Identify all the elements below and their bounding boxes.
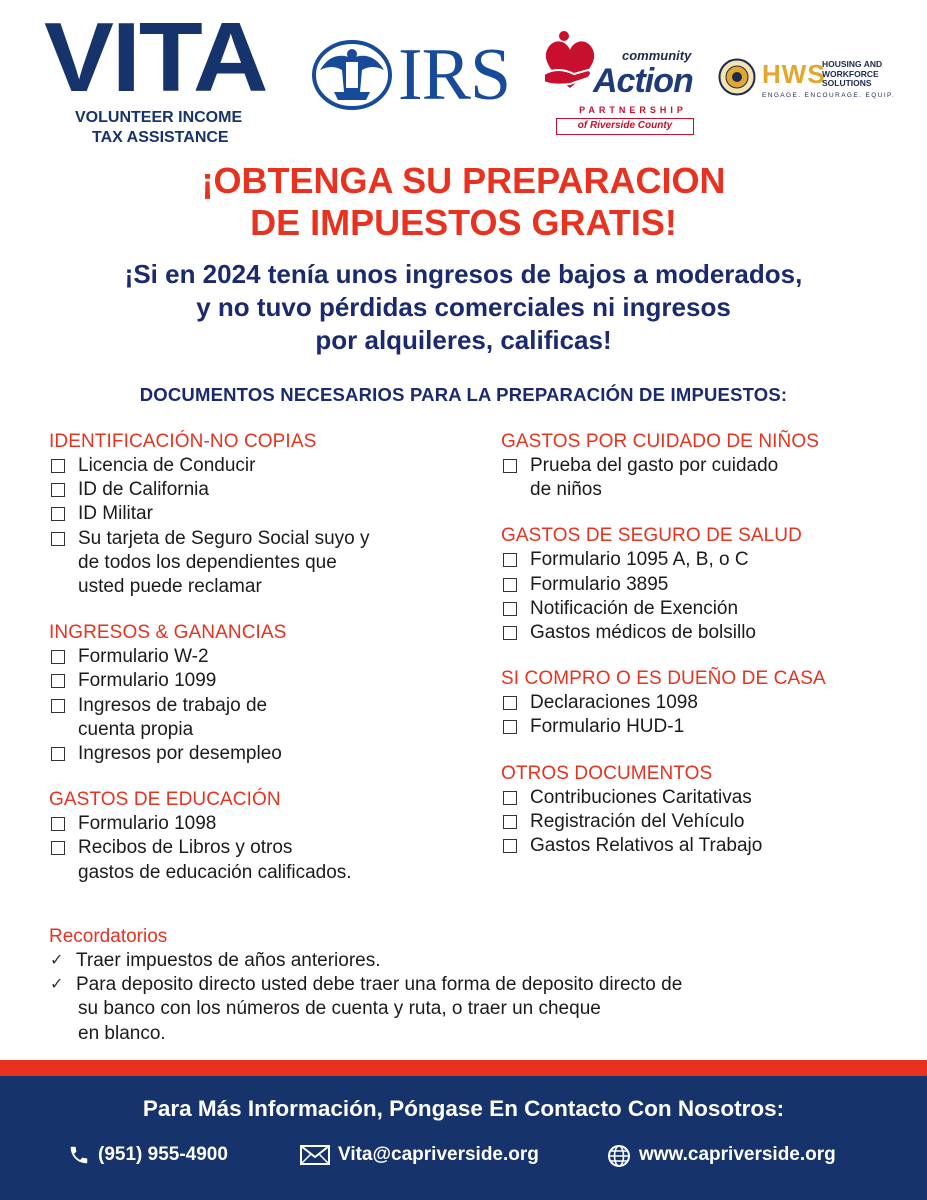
contact-phone[interactable]	[68, 1142, 258, 1168]
item-text: Prueba del gasto por cuidado	[530, 455, 779, 476]
checklist-item	[501, 573, 921, 597]
checkbox-icon[interactable]	[503, 791, 517, 805]
section-cuidado-ninos	[501, 430, 921, 502]
heart-hand-icon	[540, 30, 600, 100]
county-seal-icon	[718, 58, 756, 96]
community-action-partnership: PARTNERSHIP	[579, 105, 687, 115]
reminder-item	[49, 949, 879, 973]
checklist-right-column	[501, 430, 921, 876]
item-text: gastos de educación calificados.	[78, 861, 352, 883]
contact-website[interactable]	[607, 1142, 867, 1168]
reminder-text: Para deposito directo usted debe traer una forma de deposito directo de	[76, 974, 683, 996]
headline-line: DE IMPUESTOS GRATIS!	[250, 202, 677, 243]
phone-icon	[68, 1144, 90, 1166]
vita-logo	[44, 2, 284, 148]
checkmark-icon: ✓	[50, 952, 64, 969]
section-title: IDENTIFICACIÓN-NO COPIAS	[49, 431, 317, 452]
checkbox-icon[interactable]	[503, 459, 517, 473]
section-title: GASTOS DE SEGURO DE SALUD	[501, 525, 802, 547]
checklist-item	[501, 810, 921, 834]
reminder-text: en blanco.	[78, 1022, 166, 1044]
item-text: Gastos Relativos al Trabajo	[530, 835, 763, 857]
checklist-item	[49, 527, 469, 600]
reminders	[49, 925, 879, 1046]
item-text: Licencia de Conducir	[78, 455, 256, 476]
email-address: Vita@capriverside.org	[338, 1144, 539, 1165]
checklist-item	[501, 834, 921, 858]
item-text: Registración del Vehículo	[530, 810, 745, 832]
section-seguro-salud	[501, 524, 921, 645]
checklist-item	[501, 715, 921, 739]
item-text: Formulario HUD-1	[530, 716, 685, 738]
checkbox-icon[interactable]	[51, 507, 65, 521]
item-text: Formulario 1098	[78, 813, 217, 835]
item-text: Declaraciones 1098	[530, 692, 698, 714]
reminder-text: Traer impuestos de años anteriores.	[76, 950, 381, 971]
hws-logo-subtitle	[822, 60, 912, 89]
checkbox-icon[interactable]	[51, 674, 65, 688]
checklist-item	[49, 836, 469, 884]
envelope-icon	[300, 1144, 330, 1166]
contact-email[interactable]	[300, 1142, 570, 1168]
section-title: GASTOS DE EDUCACIÓN	[49, 789, 281, 811]
community-action-logo	[540, 30, 700, 131]
logo-bar	[0, 0, 927, 160]
item-text: Formulario 1099	[78, 670, 217, 692]
community-action-county: of Riverside County	[556, 118, 694, 135]
documents-title: DOCUMENTOS NECESARIOS PARA LA PREPARACIÓN DE IMPUESTOS:	[139, 384, 788, 405]
subheadline-line: ¡Si en 2024 tenía unos ingresos de bajos a moderados,	[124, 259, 803, 289]
item-text: Recibos de Libros y otros	[78, 837, 293, 859]
phone-number: (951) 955-4900	[98, 1144, 228, 1165]
community-action-community: community	[622, 48, 692, 63]
section-title: INGRESOS & GANANCIAS	[49, 622, 287, 644]
checklist-item	[49, 742, 469, 766]
website-url: www.capriverside.org	[639, 1144, 836, 1165]
checkbox-icon[interactable]	[503, 696, 517, 710]
subheadline	[0, 258, 927, 357]
checkbox-icon[interactable]	[51, 483, 65, 497]
item-text: Ingresos de trabajo de	[78, 694, 268, 716]
vita-logo-word: VITA	[44, 2, 267, 112]
item-text: ID de California	[78, 479, 209, 501]
checklist-left-column	[49, 430, 469, 903]
item-text: Su tarjeta de Seguro Social suyo y	[78, 527, 370, 549]
checkbox-icon[interactable]	[51, 650, 65, 664]
item-text: ID Militar	[78, 503, 153, 525]
footer	[0, 1076, 927, 1200]
section-identificacion	[49, 430, 469, 599]
item-text: Formulario W-2	[78, 646, 209, 668]
hws-subtitle-line: SOLUTIONS	[822, 78, 872, 88]
vita-logo-subtitle-1: VOLUNTEER INCOME	[75, 109, 243, 126]
reminder-text: su banco con los números de cuenta y ruta, o traer un cheque	[78, 998, 601, 1020]
item-text: Ingresos por desempleo	[78, 743, 282, 765]
item-text: de niños	[530, 479, 602, 501]
vita-logo-subtitle-2: TAX ASSISTANCE	[92, 129, 229, 146]
checklist-item	[501, 454, 921, 502]
checkbox-icon[interactable]	[51, 841, 65, 855]
hws-logo-word: HWS	[762, 59, 826, 89]
item-text: Formulario 1095 A, B, o C	[530, 549, 749, 571]
checklist-item	[501, 621, 921, 645]
checkbox-icon[interactable]	[503, 578, 517, 592]
irs-eagle-icon	[312, 40, 392, 110]
checklist-item	[49, 669, 469, 693]
hws-subtitle-line: HOUSING AND	[822, 59, 883, 69]
item-text: Contribuciones Caritativas	[530, 786, 752, 808]
checkbox-icon[interactable]	[51, 459, 65, 473]
checklist-item	[501, 691, 921, 715]
checklist-item	[49, 694, 469, 742]
item-text: de todos los dependientes que	[78, 551, 337, 573]
item-text: Gastos médicos de bolsillo	[530, 622, 756, 644]
item-text: cuenta propia	[78, 718, 194, 740]
checkbox-icon[interactable]	[503, 839, 517, 853]
checkbox-icon[interactable]	[503, 626, 517, 640]
checklist-item	[49, 812, 469, 836]
section-ingresos	[49, 621, 469, 766]
checklist-item	[501, 597, 921, 621]
checklist-item	[49, 454, 469, 478]
irs-logo-word: IRS	[398, 34, 511, 116]
reminders-title: Recordatorios	[49, 926, 168, 947]
hws-logo	[718, 58, 918, 102]
checklist-item	[49, 645, 469, 669]
checklist-item	[49, 502, 469, 526]
checkbox-icon[interactable]	[51, 747, 65, 761]
checklist-item	[501, 786, 921, 810]
item-text: Notificación de Exención	[530, 597, 739, 619]
section-otros	[501, 762, 921, 859]
item-text: Formulario 3895	[530, 573, 669, 595]
checkbox-icon[interactable]	[503, 720, 517, 734]
section-title: GASTOS POR CUIDADO DE NIÑOS	[501, 431, 820, 452]
globe-icon	[607, 1144, 631, 1168]
checkmark-icon: ✓	[50, 976, 64, 994]
checkbox-icon[interactable]	[503, 553, 517, 567]
hws-subtitle-line: WORKFORCE	[822, 68, 879, 79]
section-title: SI COMPRO O ES DUEÑO DE CASA	[501, 668, 826, 690]
checkbox-icon[interactable]	[503, 815, 517, 829]
headline-line: ¡OBTENGA SU PREPARACION	[201, 160, 726, 201]
footer-title: Para Más Información, Póngase En Contacto Con Nosotros:	[142, 1096, 785, 1121]
footer-accent-bar	[0, 1060, 927, 1076]
hws-logo-tagline: ENGAGE. ENCOURAGE. EQUIP.	[762, 92, 896, 99]
headline	[0, 160, 927, 244]
section-casa	[501, 667, 921, 739]
reminder-item	[49, 973, 879, 1046]
checklist-item	[49, 478, 469, 502]
subheadline-line: y no tuvo pérdidas comerciales ni ingresos	[196, 292, 731, 322]
checkbox-icon[interactable]	[51, 532, 65, 546]
irs-logo	[312, 34, 522, 116]
subheadline-line: por alquileres, calificas!	[315, 325, 612, 355]
checkbox-icon[interactable]	[51, 817, 65, 831]
community-action-action: Action	[593, 62, 693, 100]
checkbox-icon[interactable]	[503, 602, 517, 616]
item-text: usted puede reclamar	[78, 576, 262, 598]
checklist-item	[501, 548, 921, 572]
section-title: OTROS DOCUMENTOS	[501, 762, 713, 784]
checkbox-icon[interactable]	[51, 699, 65, 713]
section-educacion	[49, 788, 469, 885]
